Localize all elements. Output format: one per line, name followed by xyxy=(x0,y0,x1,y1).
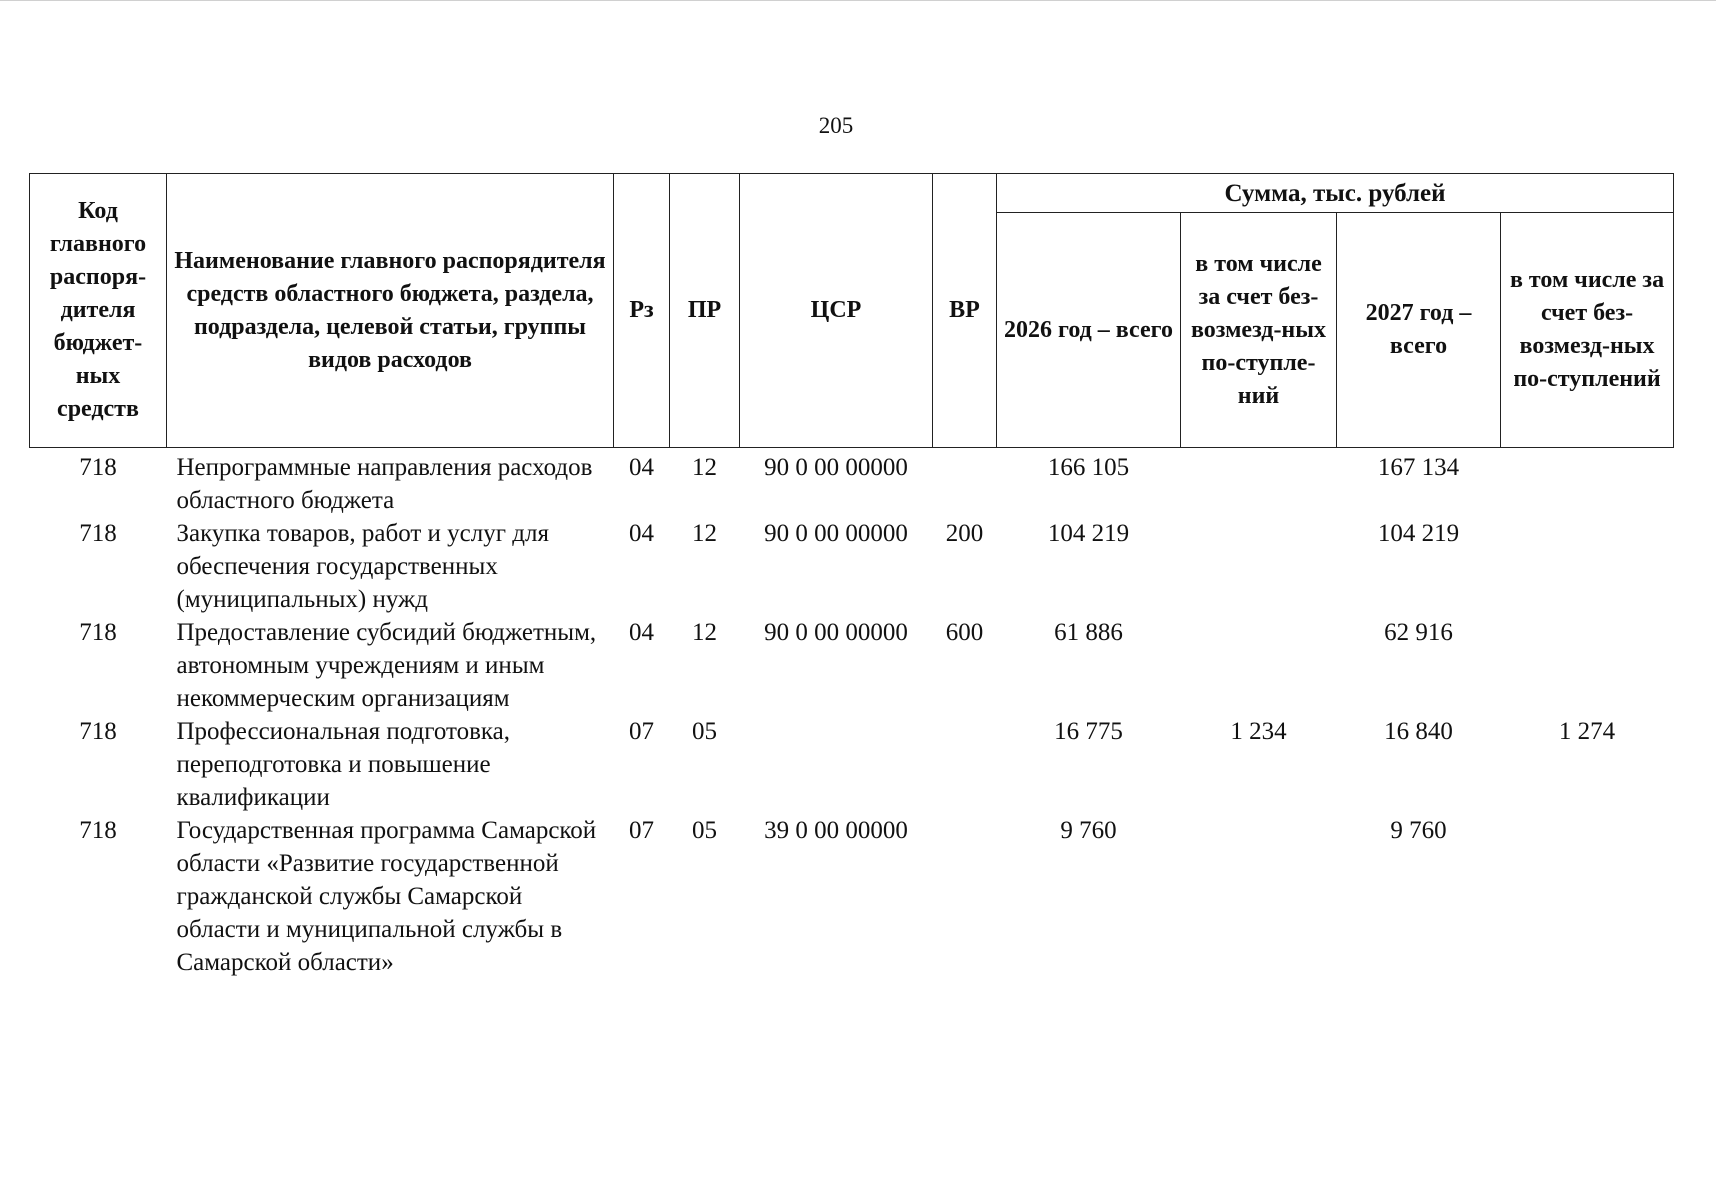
header-2026-grants: в том числе за счет без-возмезд-ных по-ступле-ний xyxy=(1181,213,1337,448)
header-csr: ЦСР xyxy=(740,174,933,448)
cell-2027-total: 9 760 xyxy=(1390,817,1447,844)
header-vr: ВР xyxy=(933,174,997,448)
cell-code: 718 xyxy=(79,817,117,844)
header-2026-total: 2026 год – всего xyxy=(997,213,1181,448)
cell-rz: 04 xyxy=(629,454,654,481)
cell-name: Государственная программа Самарской области «Развитие государственной гражданской службы Самарской области и муниципальной службы в Самарской области» xyxy=(176,817,597,976)
header-name: Наименование главного распорядителя средств областного бюджета, раздела, подраздела, целевой статьи, группы видов расходов xyxy=(167,174,614,448)
cell-2027-total: 104 219 xyxy=(1377,520,1460,547)
cell-vr xyxy=(933,715,997,814)
table-row xyxy=(30,814,1674,979)
cell-vr xyxy=(933,448,997,518)
header-rz: Рз xyxy=(614,174,670,448)
cell-pr: 12 xyxy=(692,454,717,481)
cell-2026-grants xyxy=(1181,814,1337,979)
cell-2026-grants xyxy=(1181,517,1337,616)
cell-code: 718 xyxy=(79,619,117,646)
cell-2026-total: 61 886 xyxy=(1054,619,1123,646)
page-number: 205 xyxy=(818,113,854,138)
table-row xyxy=(30,616,1674,715)
header-row-top xyxy=(30,174,1674,213)
cell-rz: 07 xyxy=(629,817,654,844)
cell-2027-total: 16 840 xyxy=(1384,718,1453,745)
cell-pr: 05 xyxy=(692,817,717,844)
cell-csr xyxy=(740,715,933,814)
cell-vr xyxy=(933,814,997,979)
table-header xyxy=(30,174,1674,448)
cell-code: 718 xyxy=(79,718,117,745)
cell-2026-total: 16 775 xyxy=(1054,718,1123,745)
cell-csr: 90 0 00 00000 xyxy=(764,619,908,646)
cell-name: Закупка товаров, работ и услуг для обеспечения государственных (муниципальных) нужд xyxy=(176,520,549,613)
cell-2026-total: 9 760 xyxy=(1060,817,1117,844)
cell-vr: 200 xyxy=(945,520,984,547)
scan-top-edge xyxy=(0,0,1716,1)
cell-pr: 12 xyxy=(692,619,717,646)
header-sum-group: Сумма, тыс. рублей xyxy=(997,174,1674,213)
table-row xyxy=(30,715,1674,814)
cell-2027-grants xyxy=(1501,517,1674,616)
header-code: Код главного распоря-дителя бюджет-ных средств xyxy=(30,174,167,448)
budget-table xyxy=(29,173,1674,979)
cell-2027-grants xyxy=(1501,448,1674,518)
cell-code: 718 xyxy=(79,454,117,481)
header-pr: ПР xyxy=(670,174,740,448)
cell-rz: 04 xyxy=(629,520,654,547)
cell-pr: 05 xyxy=(692,718,717,745)
cell-vr: 600 xyxy=(945,619,984,646)
cell-code: 718 xyxy=(79,520,117,547)
table-body xyxy=(30,448,1674,980)
cell-2026-grants xyxy=(1181,616,1337,715)
cell-name: Предоставление субсидий бюджетным, автономным учреждениям и иным некоммерческим организациям xyxy=(176,619,597,712)
cell-csr: 90 0 00 00000 xyxy=(764,454,908,481)
table-row xyxy=(30,517,1674,616)
cell-2027-grants xyxy=(1501,814,1674,979)
cell-csr: 90 0 00 00000 xyxy=(764,520,908,547)
cell-2027-grants xyxy=(1501,616,1674,715)
cell-name: Профессиональная подготовка, переподготовка и повышение квалификации xyxy=(176,718,511,811)
cell-name: Непрограммные направления расходов областного бюджета xyxy=(176,454,593,514)
header-2027-total: 2027 год – всего xyxy=(1337,213,1501,448)
cell-2026-total: 166 105 xyxy=(1047,454,1130,481)
cell-2027-total: 167 134 xyxy=(1377,454,1460,481)
cell-2027-grants: 1 274 xyxy=(1558,718,1616,745)
cell-2027-total: 62 916 xyxy=(1384,619,1453,646)
cell-csr: 39 0 00 00000 xyxy=(764,817,908,844)
cell-2026-grants: 1 234 xyxy=(1230,718,1287,745)
table-row xyxy=(30,448,1674,518)
cell-2026-grants xyxy=(1181,448,1337,518)
cell-rz: 07 xyxy=(629,718,654,745)
cell-2026-total: 104 219 xyxy=(1047,520,1130,547)
header-2027-grants: в том числе за счет без-возмезд-ных по-ступлений xyxy=(1501,213,1674,448)
cell-pr: 12 xyxy=(692,520,717,547)
cell-rz: 04 xyxy=(629,619,654,646)
